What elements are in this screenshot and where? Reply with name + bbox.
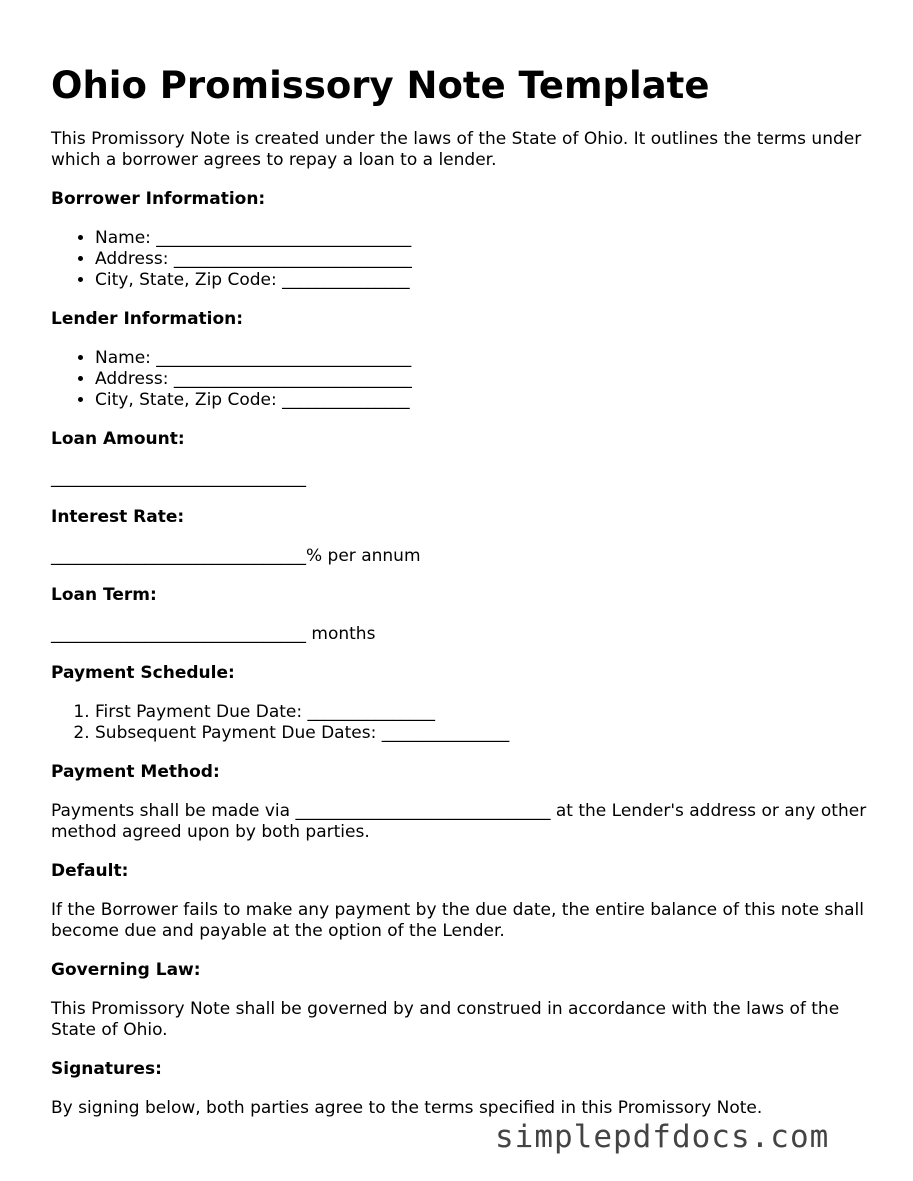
lender-city-field: • City, State, Zip Code: _______________ xyxy=(95,390,871,411)
intro-paragraph: This Promissory Note is created under the laws of the State of Ohio. It outlines the terms under which a borrower agrees to repay a loan to a lender. xyxy=(51,129,862,170)
borrower-city-field: • City, State, Zip Code: _______________ xyxy=(95,270,871,291)
loan-term-field: ______________________________ months xyxy=(51,624,376,644)
payment-schedule-list xyxy=(51,702,871,744)
lender-address-field: • Address: ____________________________ xyxy=(95,369,871,390)
payment-schedule-heading: Payment Schedule: xyxy=(51,663,235,683)
signatures-paragraph: By signing below, both parties agree to the terms specified in this Promissory Note. xyxy=(51,1098,763,1118)
subsequent-payment-field: 2. Subsequent Payment Due Dates: _______________ xyxy=(95,723,871,744)
borrower-address-field: • Address: ____________________________ xyxy=(95,249,871,270)
default-paragraph: If the Borrower fails to make any payment by the due date, the entire balance of this note shall become due and payable at the option of the Lender. xyxy=(51,900,864,941)
loan-amount-heading: Loan Amount: xyxy=(51,429,185,449)
lender-list xyxy=(51,348,871,411)
borrower-heading: Borrower Information: xyxy=(51,189,266,209)
loan-term-heading: Loan Term: xyxy=(51,585,157,605)
borrower-list xyxy=(51,228,871,291)
borrower-name-field: • Name: ______________________________ xyxy=(95,228,871,249)
payment-method-heading: Payment Method: xyxy=(51,762,220,782)
governing-law-heading: Governing Law: xyxy=(51,960,201,980)
governing-law-paragraph: This Promissory Note shall be governed by and construed in accordance with the laws of the State of Ohio. xyxy=(51,999,840,1040)
document-title: Ohio Promissory Note Template xyxy=(51,64,710,107)
lender-name-field: • Name: ______________________________ xyxy=(95,348,871,369)
first-payment-field: 1. First Payment Due Date: _______________ xyxy=(95,702,871,723)
document-page xyxy=(51,62,871,1137)
payment-method-paragraph: Payments shall be made via ______________________________ at the Lender's address or any other method agreed upon by both parties. xyxy=(51,801,867,842)
loan-amount-field: ______________________________ xyxy=(51,468,306,488)
watermark: simplepdfdocs.com xyxy=(495,1119,830,1155)
signatures-heading: Signatures: xyxy=(51,1059,162,1079)
lender-heading: Lender Information: xyxy=(51,309,244,329)
interest-rate-heading: Interest Rate: xyxy=(51,507,185,527)
default-heading: Default: xyxy=(51,861,129,881)
interest-rate-field: ______________________________% per annum xyxy=(51,546,421,566)
